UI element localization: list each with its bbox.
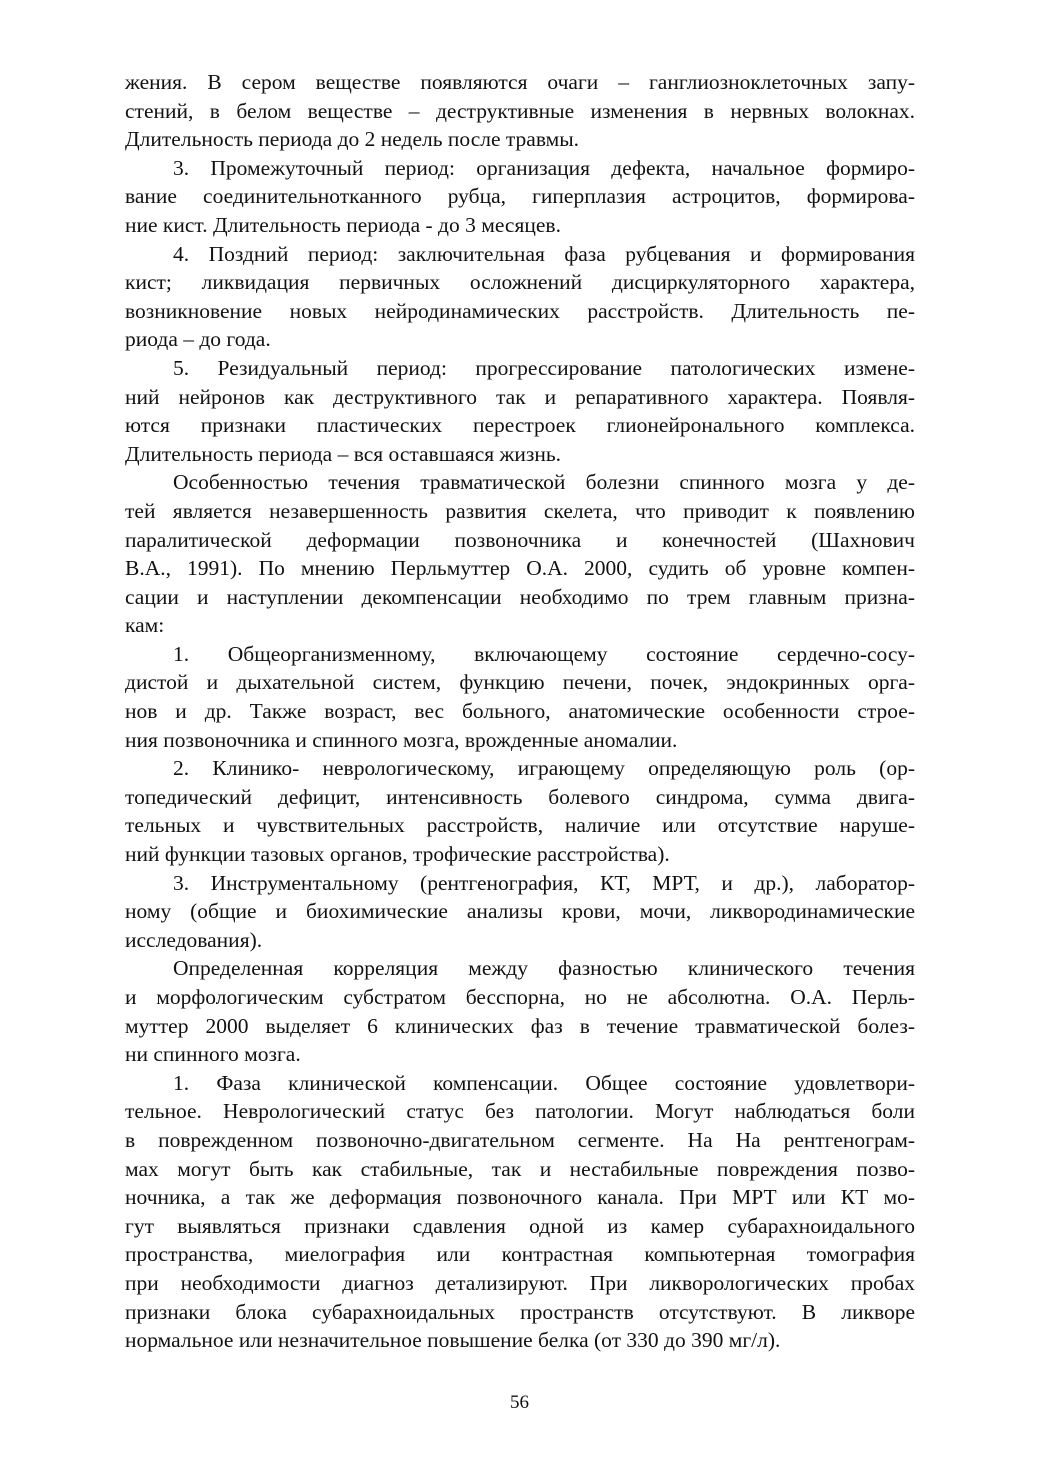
text-line: Длительность периода до 2 недель после травмы.: [125, 127, 580, 152]
text-line: 3. Промежуточный период: организация дефекта, начальное формиро-: [173, 155, 915, 180]
text-line: ний нейронов как деструктивного так и репаративного характера. Появля-: [125, 384, 915, 409]
text-line: 2. Клинико- неврологическому, играющему определяющую роль (ор-: [173, 756, 915, 781]
text-line: кист; ликвидация первичных осложнений дисциркуляторного характера,: [125, 270, 915, 295]
paragraph: [125, 68, 915, 154]
text-line: жения. В сером веществе появляются очаги – ганглиозноклеточных запу-: [125, 70, 915, 94]
text-line: Особенностью течения травматической болезни спинного мозга у де-: [173, 470, 915, 495]
text-line: 5. Резидуальный период: прогрессирование патологических измене-: [173, 355, 915, 380]
text-line: риода – до года.: [125, 327, 271, 352]
text-line: стений, в белом веществе – деструктивные изменения в нервных волокнах.: [125, 98, 915, 123]
text-line: ночника, а так же деформация позвоночного канала. При МРТ или КТ мо-: [125, 1185, 915, 1210]
text-line: пространства, миелография или контрастная компьютерная томография: [125, 1242, 915, 1267]
text-line: при необходимости диагноз детализируют. При ликворологических пробах: [125, 1270, 915, 1295]
text-line: тельных и чувствительных расстройств, наличие или отсутствие наруше-: [125, 813, 915, 838]
text-line: ния позвоночника и спинного мозга, врожденные аномалии.: [125, 727, 678, 752]
paragraph: [125, 754, 915, 868]
text-line: В.А., 1991). По мнению Перльмуттер О.А. 2000, судить об уровне компен-: [125, 556, 915, 581]
paragraph: [125, 468, 915, 640]
text-line: исследования).: [125, 927, 263, 952]
text-line: 3. Инструментальному (рентгенография, КТ, МРТ, и др.), лаборатор-: [173, 870, 915, 895]
text-line: нов и др. Также возраст, вес больного, анатомические особенности строе-: [125, 699, 915, 724]
text-line: возникновение новых нейродинамических расстройств. Длительность пе-: [125, 298, 915, 323]
paragraph: [125, 640, 915, 754]
text-line: мах могут быть как стабильные, так и нестабильные повреждения позво-: [125, 1156, 915, 1181]
text-line: ний функции тазовых органов, трофические расстройства).: [125, 842, 670, 867]
text-line: паралитической деформации позвоночника и конечностей (Шахнович: [125, 527, 915, 552]
text-line: и морфологическим субстратом бесспорна, но не абсолютна. О.А. Перль-: [125, 985, 915, 1009]
text-line: признаки блока субарахноидальных пространств отсутствуют. В ликворе: [125, 1299, 915, 1324]
page-body: [125, 68, 915, 1355]
paragraph: [125, 354, 915, 468]
text-line: топедический дефицит, интенсивность болевого синдрома, сумма двига-: [125, 784, 915, 809]
text-line: тей является незавершенность развития скелета, что приводит к появлению: [125, 498, 915, 523]
text-line: 1. Общеорганизменному, включающему состояние сердечно-сосу-: [173, 641, 915, 666]
text-line: ние кист. Длительность периода - до 3 месяцев.: [125, 212, 561, 237]
text-line: ному (общие и биохимические анализы крови, мочи, ликвородинамические: [125, 899, 915, 924]
text-line: дистой и дыхательной систем, функцию печени, почек, эндокринных орга-: [125, 670, 915, 695]
paragraph: [125, 954, 915, 1068]
text-line: гут выявляться признаки сдавления одной из камер субарахноидального: [125, 1213, 915, 1238]
paragraph: [125, 154, 915, 240]
text-line: 4. Поздний период: заключительная фаза рубцевания и формирования: [173, 241, 915, 266]
text-line: Определенная корреляция между фазностью клинического течения: [173, 956, 915, 981]
text-line: кам:: [125, 613, 165, 638]
page-number: 56: [510, 1392, 529, 1413]
paragraph: [125, 869, 915, 955]
text-line: ются признаки пластических перестроек глионейронального комплекса.: [125, 413, 915, 438]
text-line: нормальное или незначительное повышение белка (от 330 до 390 мг/л).: [125, 1328, 781, 1353]
text-line: ни спинного мозга.: [125, 1042, 301, 1067]
paragraph: [125, 240, 915, 354]
text-line: в поврежденном позвоночно-двигательном сегменте. На На рентгенограм-: [125, 1127, 915, 1152]
text-line: муттер 2000 выделяет 6 клинических фаз в течение травматической болез-: [125, 1013, 915, 1038]
paragraph: [125, 1069, 915, 1355]
text-line: вание соединительнотканного рубца, гиперплазия астроцитов, формирова-: [125, 184, 915, 209]
text-line: тельное. Неврологический статус без патологии. Могут наблюдаться боли: [125, 1099, 915, 1124]
text-line: 1. Фаза клинической компенсации. Общее состояние удовлетвори-: [173, 1070, 915, 1095]
text-line: Длительность периода – вся оставшаяся жизнь.: [125, 441, 562, 466]
text-line: сации и наступлении декомпенсации необходимо по трем главным призна-: [125, 584, 915, 609]
